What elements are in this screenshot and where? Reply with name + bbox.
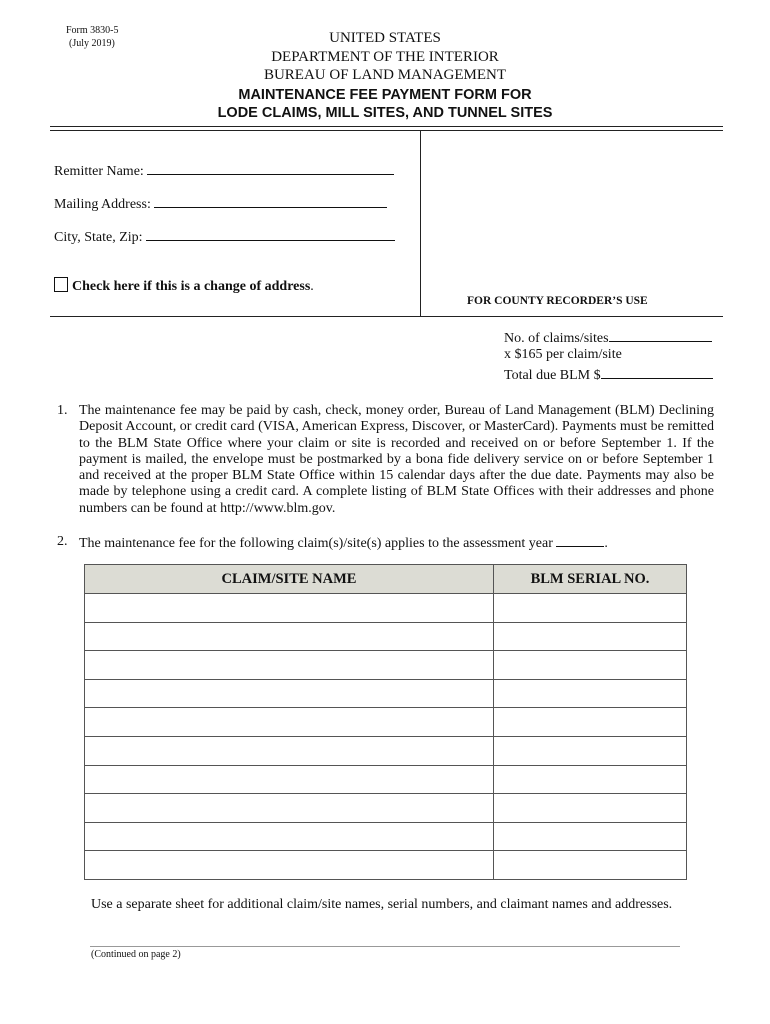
total-due-input[interactable] xyxy=(601,366,713,379)
mailing-address-field[interactable] xyxy=(54,195,387,213)
agency-line-3: BUREAU OF LAND MANAGEMENT xyxy=(263,67,507,83)
claims-count-input[interactable] xyxy=(609,329,712,342)
continued-note: (Continued on page 2) xyxy=(91,949,181,960)
column-header-blm-serial-no: BLM SERIAL NO. xyxy=(494,565,687,594)
instruction-2-suffix: . xyxy=(604,536,608,551)
blm-serial-no-cell[interactable] xyxy=(494,822,687,851)
table-row xyxy=(85,622,687,651)
blm-serial-no-cell[interactable] xyxy=(494,679,687,708)
assessment-year-input[interactable] xyxy=(556,534,604,547)
table-row xyxy=(85,594,687,623)
remitter-name-label: Remitter Name: xyxy=(54,164,144,179)
instruction-1-number: 1. xyxy=(57,403,68,418)
claim-site-name-cell[interactable] xyxy=(85,679,494,708)
form-number: Form 3830-5 xyxy=(66,25,119,36)
agency-line-2: DEPARTMENT OF THE INTERIOR xyxy=(271,49,499,65)
claim-site-name-cell[interactable] xyxy=(85,651,494,680)
form-title-line-2: LODE CLAIMS, MILL SITES, AND TUNNEL SITES xyxy=(217,105,553,121)
instruction-1-text: The maintenance fee may be paid by cash, check, money order, Bureau of Land Management (BLM) Declining Deposit Account, or credit card (VISA, American Express, Discover, or MasterCard). Payments must be remitted to the BLM State Office where your claim or site is recorded and received on or before September 1. If the payment is mailed, the envelope must be postmarked by a bona fide delivery service on or before September 1 and received at the proper BLM State Office within 15 calendar days after the due date. Payments may also be made by telephone using a credit card. A complete listing of BLM State Offices with their addresses and phone numbers can be found at http://www.blm.gov. xyxy=(79,403,714,516)
blm-serial-no-cell[interactable] xyxy=(494,651,687,680)
claims-count-label: No. of claims/sites xyxy=(504,331,609,346)
city-state-zip-label: City, State, Zip: xyxy=(54,230,143,245)
agency-line-1: UNITED STATES xyxy=(329,30,441,46)
column-header-claim-site-name: CLAIM/SITE NAME xyxy=(85,565,494,594)
change-of-address-checkbox[interactable] xyxy=(54,277,68,292)
table-row xyxy=(85,851,687,880)
table-row xyxy=(85,679,687,708)
table-row xyxy=(85,794,687,823)
change-of-address-option[interactable] xyxy=(54,277,314,295)
claim-site-name-cell[interactable] xyxy=(85,851,494,880)
mailing-address-input[interactable] xyxy=(154,195,387,208)
instruction-2-field[interactable] xyxy=(79,534,608,552)
blm-serial-no-cell[interactable] xyxy=(494,765,687,794)
section-rule xyxy=(50,316,723,317)
change-of-address-period: . xyxy=(310,279,314,294)
claim-site-name-cell[interactable] xyxy=(85,736,494,765)
table-row xyxy=(85,736,687,765)
footer-rule xyxy=(90,946,680,947)
change-of-address-label: Check here if this is a change of address xyxy=(72,279,311,294)
city-state-zip-input[interactable] xyxy=(146,228,395,241)
blm-serial-no-cell[interactable] xyxy=(494,622,687,651)
header-rule-bottom xyxy=(50,130,723,131)
claims-count-field[interactable] xyxy=(504,329,712,347)
blm-serial-no-cell[interactable] xyxy=(494,594,687,623)
remitter-name-field[interactable] xyxy=(54,162,394,180)
table-row xyxy=(85,765,687,794)
blm-serial-no-cell[interactable] xyxy=(494,794,687,823)
additional-sheet-note: Use a separate sheet for additional claim/site names, serial numbers, and claimant names and addresses. xyxy=(91,897,673,912)
table-row xyxy=(85,651,687,680)
total-due-field[interactable] xyxy=(504,366,713,384)
claim-site-name-cell[interactable] xyxy=(85,708,494,737)
form-title-line-1: MAINTENANCE FEE PAYMENT FORM FOR xyxy=(238,87,532,103)
blm-serial-no-cell[interactable] xyxy=(494,708,687,737)
fee-rate: x $165 per claim/site xyxy=(504,347,622,362)
claim-site-name-cell[interactable] xyxy=(85,622,494,651)
remitter-name-input[interactable] xyxy=(147,162,394,175)
table-row xyxy=(85,708,687,737)
claim-site-name-cell[interactable] xyxy=(85,594,494,623)
header-rule-top xyxy=(50,126,723,127)
table-row xyxy=(85,822,687,851)
claim-site-name-cell[interactable] xyxy=(85,765,494,794)
claim-site-name-cell[interactable] xyxy=(85,822,494,851)
claims-table-header xyxy=(85,565,687,594)
city-state-zip-field[interactable] xyxy=(54,228,395,246)
instruction-2-text: The maintenance fee for the following claim(s)/site(s) applies to the assessment year xyxy=(79,536,553,551)
form-date: (July 2019) xyxy=(69,38,115,49)
blm-serial-no-cell[interactable] xyxy=(494,736,687,765)
mailing-address-label: Mailing Address: xyxy=(54,197,151,212)
county-recorder-label: FOR COUNTY RECORDER’S USE xyxy=(467,295,648,307)
total-due-label: Total due BLM $ xyxy=(504,368,601,383)
blm-serial-no-cell[interactable] xyxy=(494,851,687,880)
instruction-2-number: 2. xyxy=(57,534,68,549)
recorder-divider xyxy=(420,131,421,317)
claim-site-name-cell[interactable] xyxy=(85,794,494,823)
claims-table xyxy=(84,564,687,880)
